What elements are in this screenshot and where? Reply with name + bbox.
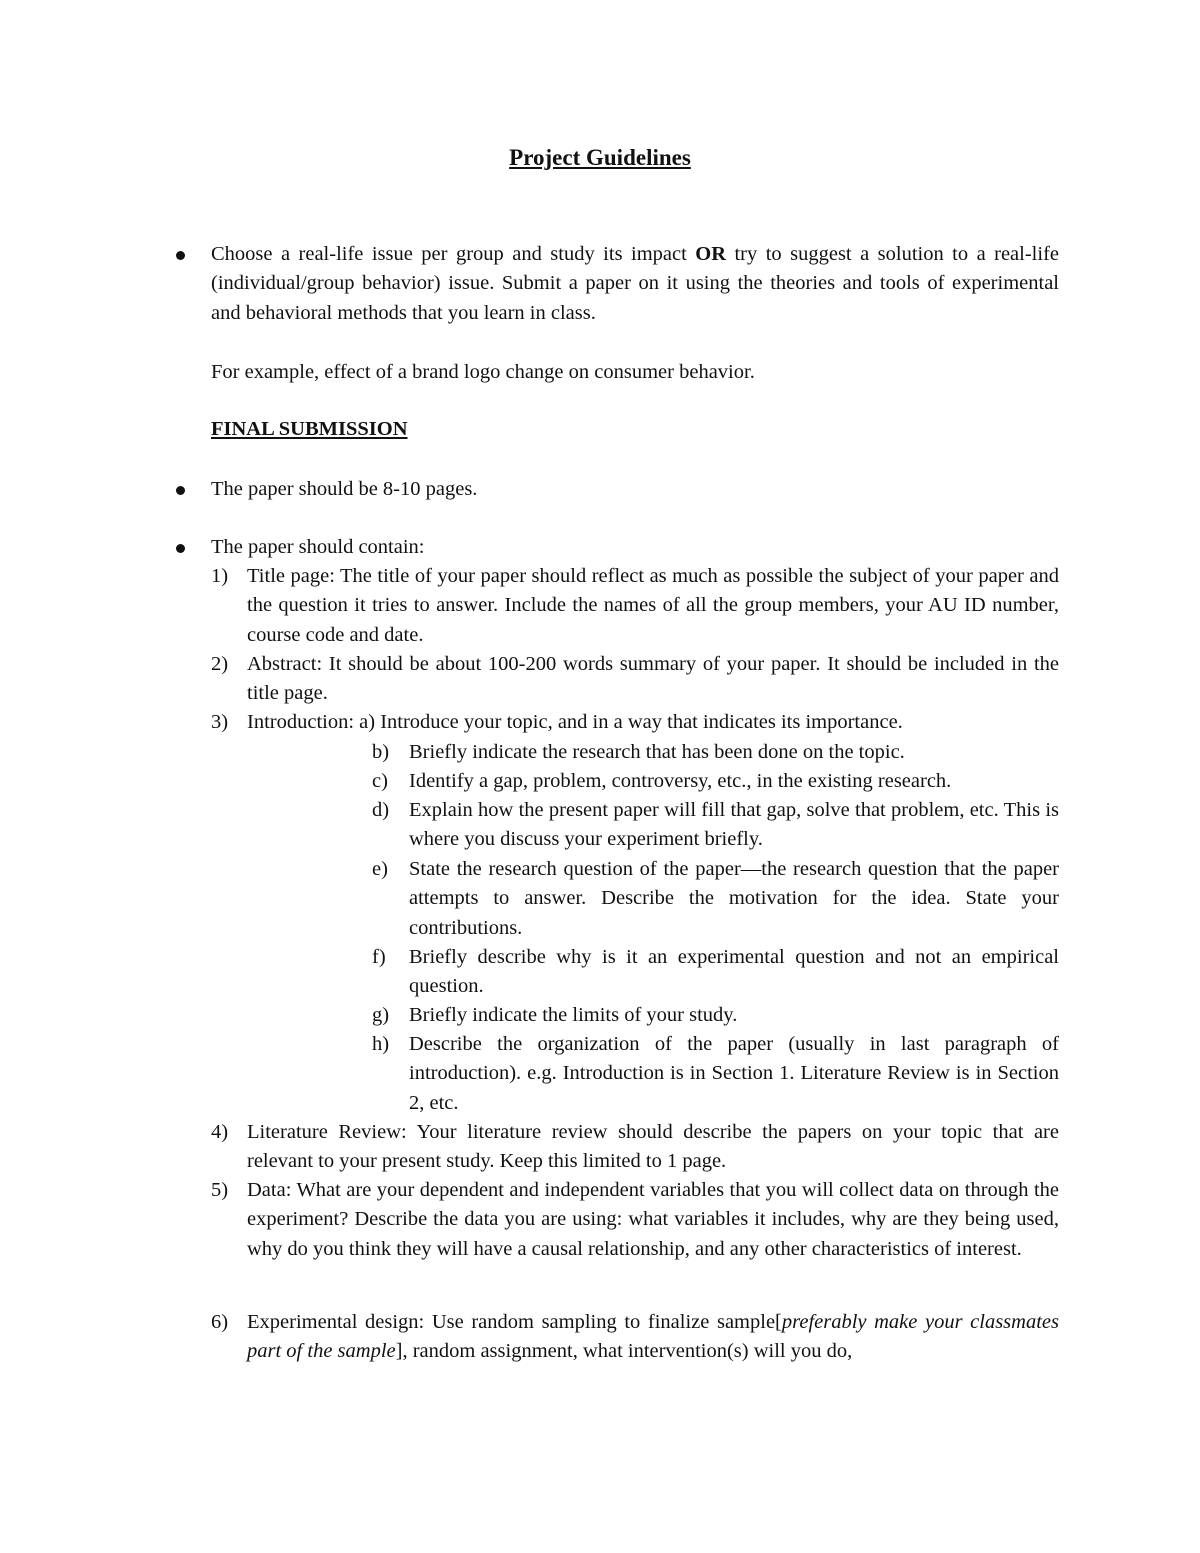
list-item-title-page: Title page: The title of your paper should reflect as much as possible the subject of your paper and the question it tries to answer. Include the names of all the group members, your AU ID number, course code and date.	[247, 565, 1059, 646]
list-number: 1)	[211, 565, 229, 587]
list-number: 6)	[211, 1311, 229, 1333]
design-text-b: ], random assignment, what intervention(s) will you do,	[395, 1340, 853, 1363]
sub-list-item: Briefly indicate the limits of your study.	[409, 1004, 738, 1026]
sub-list-letter: e)	[372, 858, 388, 880]
contain-bullet-text: The paper should contain:	[211, 536, 425, 558]
list-item-abstract: Abstract: It should be about 100-200 words summary of your paper. It should be included in the title page.	[247, 653, 1059, 705]
intro-text-or: OR	[695, 243, 727, 265]
sub-list-letter: d)	[372, 799, 390, 821]
intro-bullet-text	[211, 240, 1059, 328]
final-submission-heading: FINAL SUBMISSION	[211, 418, 408, 440]
list-number: 3)	[211, 711, 229, 733]
sub-list-letter: f)	[372, 946, 386, 968]
bullet-icon	[176, 544, 185, 553]
sub-list-letter: c)	[372, 770, 388, 792]
sub-list-letter: g)	[372, 1004, 390, 1026]
intro-text-part1: Choose a real-life issue per group and study its impact	[211, 243, 696, 265]
list-item-introduction: Introduction: a) Introduce your topic, and in a way that indicates its importance.	[247, 711, 903, 733]
sub-list-item: Describe the organization of the paper (usually in last paragraph of introduction). e.g. Introduction is in Section 1. Literature Review is in Section 2, etc.	[409, 1033, 1059, 1114]
list-item-literature-review: Literature Review: Your literature review should describe the papers on your topic that are relevant to your present study. Keep this limited to 1 page.	[247, 1121, 1059, 1173]
design-text-italic: preferably make your classmates part of the sample	[247, 1311, 1059, 1363]
design-text-a: Experimental design: Use random sampling to finalize sample[	[247, 1311, 782, 1333]
sub-list-letter: h)	[372, 1033, 390, 1055]
list-item-experimental-design	[247, 1308, 1059, 1367]
sub-list-item: Identify a gap, problem, controversy, etc., in the existing research.	[409, 770, 952, 792]
intro-text-part2: try to suggest a solution to a real-life (individual/group behavior) issue. Submit a paper on it using the theories and tools of experimental and behavioral methods that you learn in class.	[211, 243, 1059, 324]
pages-bullet-text: The paper should be 8-10 pages.	[211, 478, 478, 500]
list-number: 4)	[211, 1121, 229, 1143]
list-number: 5)	[211, 1179, 229, 1201]
sub-list-item: Briefly indicate the research that has been done on the topic.	[409, 741, 905, 763]
sub-list-item: Briefly describe why is it an experimental question and not an empirical question.	[409, 946, 1059, 998]
bullet-icon	[176, 251, 185, 260]
bullet-icon	[176, 486, 185, 495]
list-number: 2)	[211, 653, 229, 675]
sub-list-item: Explain how the present paper will fill that gap, solve that problem, etc. This is where you discuss your experiment briefly.	[409, 799, 1059, 851]
page-title: Project Guidelines	[509, 145, 691, 170]
list-item-data: Data: What are your dependent and independent variables that you will collect data on through the experiment? Describe the data you are using: what variables it includes, why are they being used, why do you think they will have a causal relationship, and any other characteristics of interest.	[247, 1179, 1059, 1260]
example-text: For example, effect of a brand logo change on consumer behavior.	[211, 361, 755, 383]
sub-list-letter: b)	[372, 741, 390, 763]
sub-list-item: State the research question of the paper—the research question that the paper attempts to answer. Describe the motivation for the idea. State your contributions.	[409, 858, 1059, 939]
